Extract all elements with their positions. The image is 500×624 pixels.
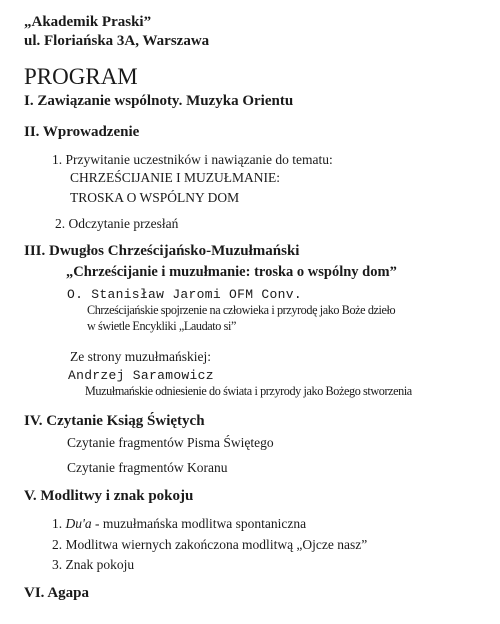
speaker-1-topic-line-1: Chrześcijańskie spojrzenie na człowieka i przyrodę jako Boże dzieło (87, 303, 396, 317)
section-5-title: V. Modlitwy i znak pokoju (24, 488, 194, 504)
section-5-item-1 (52, 516, 306, 532)
section-5-item-2: 2. Modlitwa wiernych zakończona modlitwą „Ojcze nasz” (52, 537, 368, 552)
section-2-item-2: 2. Odczytanie przesłań (55, 216, 179, 231)
section-2-item-1: 1. Przywitanie uczestników i nawiązanie do tematu: (52, 152, 333, 167)
speaker-1-name: O. Stanisław Jaromi OFM Conv. (67, 287, 302, 302)
section-2-item-1-line-2: CHRZEŚCIJANIE I MUZUŁMANIE: (70, 170, 280, 185)
section-3-title: III. Dwugłos Chrześcijańsko-Muzułmański (24, 243, 300, 259)
section-4-title: IV. Czytanie Ksiąg Świętych (24, 413, 205, 429)
muslim-side-label: Ze strony muzułmańskiej: (70, 349, 211, 364)
section-5-item-1-number: 1. (52, 516, 66, 531)
section-5-item-3: 3. Znak pokoju (52, 557, 135, 572)
speaker-2-name: Andrzej Saramowicz (68, 368, 214, 383)
page-title: PROGRAM (24, 64, 138, 89)
speaker-2-topic: Muzułmańskie odniesienie do świata i przyrody jako Bożego stworzenia (85, 384, 412, 398)
section-5-item-1-text: - muzułmańska modlitwa spontaniczna (91, 516, 307, 531)
venue-address: ul. Floriańska 3A, Warszawa (24, 33, 210, 49)
speaker-1-topic-line-2: w świetle Encykliki „Laudato si” (87, 319, 236, 333)
section-2-item-1-line-3: TROSKA O WSPÓLNY DOM (70, 190, 240, 205)
venue-name: „Akademik Praski” (24, 14, 152, 30)
section-4-item-2: Czytanie fragmentów Koranu (67, 460, 228, 475)
section-6-title: VI. Agapa (24, 585, 90, 601)
section-3-subtitle: „Chrześcijanie i muzułmanie: troska o wspólny dom” (66, 264, 397, 280)
section-1-title: I. Zawiązanie wspólnoty. Muzyka Orientu (24, 93, 294, 109)
section-4-item-1: Czytanie fragmentów Pisma Świętego (67, 435, 274, 450)
section-2-title: II. Wprowadzenie (24, 124, 140, 140)
section-5-item-1-dua: Du'a (65, 516, 92, 531)
